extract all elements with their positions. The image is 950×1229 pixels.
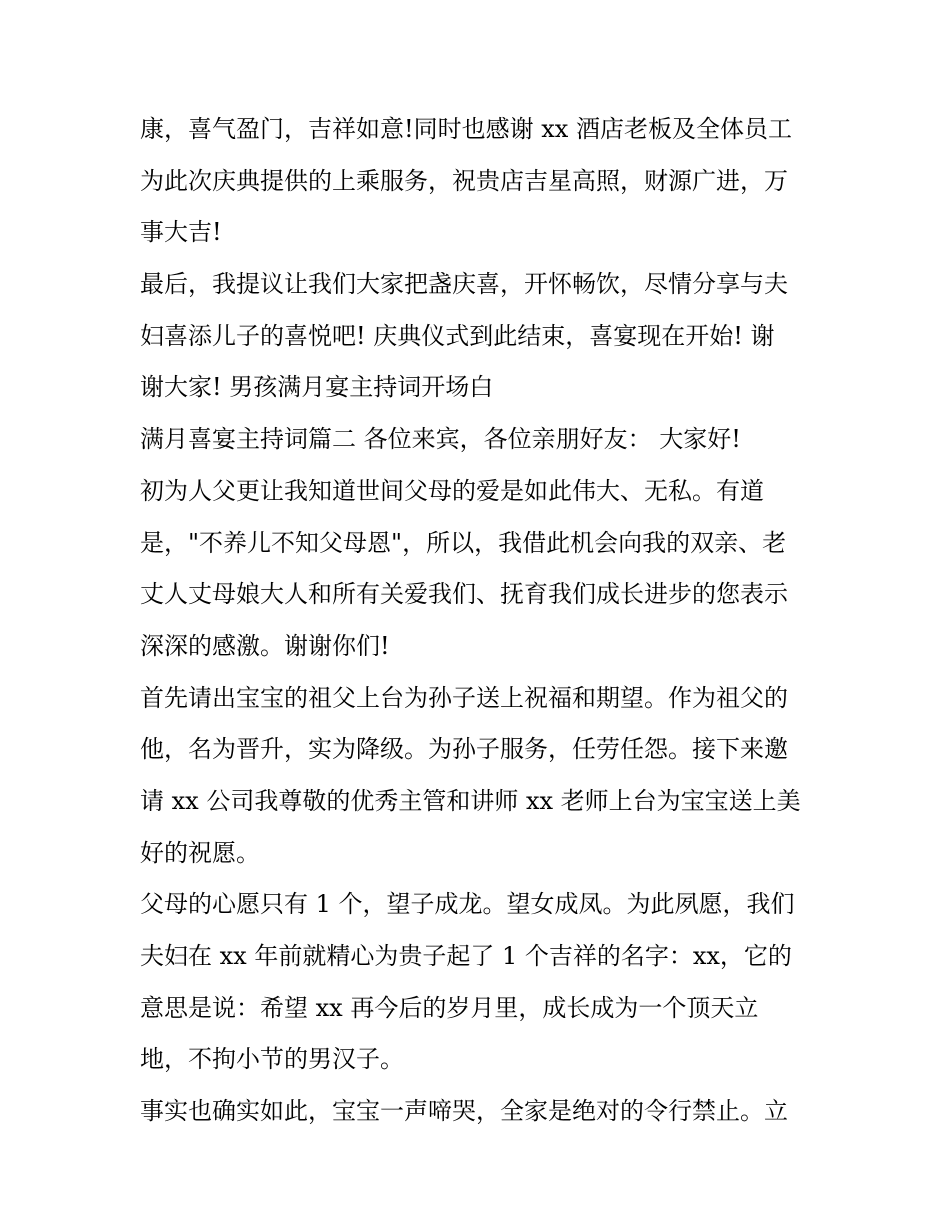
text-line: 是，"不养儿不知父母恩"，所以，我借此机会向我的双亲、老 <box>140 528 787 557</box>
text-line: 请 xx 公司我尊敬的优秀主管和讲师 xx 老师上台为宝宝送上美 <box>140 786 801 815</box>
text-line: 他，名为晋升，实为降级。为孙子服务，任劳任怨。接下来邀 <box>140 735 788 764</box>
text-line: 事大吉! <box>140 218 222 247</box>
text-line: 好的祝愿。 <box>140 838 260 867</box>
text-line: 最后，我提议让我们大家把盏庆喜，开怀畅饮，尽情分享与夫 <box>140 270 788 299</box>
text-line: 夫妇在 xx 年前就精心为贵子起了 1 个吉祥的名字：xx，它的 <box>140 942 792 970</box>
document-text-body <box>140 104 820 1138</box>
text-line: 地，不拘小节的男汉子。 <box>140 1045 404 1074</box>
text-line: 为此次庆典提供的上乘服务，祝贵店吉星高照，财源广进，万 <box>140 166 788 195</box>
text-line: 谢大家! 男孩满月宴主持词开场白 <box>140 373 494 402</box>
text-line: 丈人丈母娘大人和所有关爱我们、抚育我们成长进步的您表示 <box>140 580 788 609</box>
text-line: 康，喜气盈门，吉祥如意!同时也感谢 xx 酒店老板及全体员工 <box>140 115 792 143</box>
text-line: 深深的感激。谢谢你们! <box>140 631 390 660</box>
text-line: 满月喜宴主持词篇二 各位来宾，各位亲朋好友： 大家好! <box>140 425 741 454</box>
text-line: 事实也确实如此，宝宝一声啼哭，全家是绝对的令行禁止。立 <box>140 1097 788 1126</box>
text-line: 首先请出宝宝的祖父上台为孙子送上祝福和期望。作为祖父的 <box>140 683 788 712</box>
text-line: 初为人父更让我知道世间父母的爱是如此伟大、无私。有道 <box>140 476 764 505</box>
text-line: 父母的心愿只有 1 个，望子成龙。望女成凤。为此夙愿，我们 <box>140 890 795 919</box>
text-line: 意思是说：希望 xx 再今后的岁月里，成长成为一个顶天立 <box>140 993 759 1022</box>
text-line: 妇喜添儿子的喜悦吧! 庆典仪式到此结束，喜宴现在开始! 谢 <box>140 321 775 350</box>
